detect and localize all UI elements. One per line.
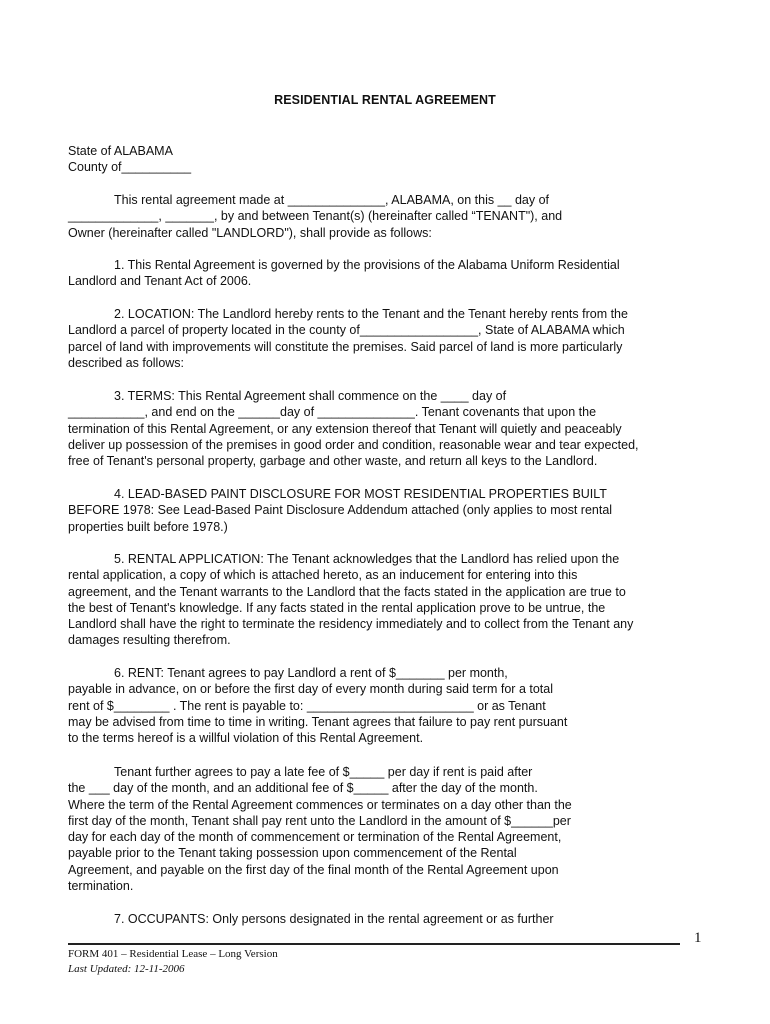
section-4-line: 4. LEAD-BASED PAINT DISCLOSURE FOR MOST RESIDENTIAL PROPERTIES BUILT xyxy=(114,487,607,501)
late-fee-line: Agreement, and payable on the first day of the final month of the Rental Agreement upon xyxy=(68,862,559,877)
section-6-line: rent of $________ . The rent is payable to: ________________________ or as Tenant xyxy=(68,698,546,713)
late-fee-line: payable prior to the Tenant taking possession upon commencement of the Rental xyxy=(68,846,517,861)
intro-line: _____________, _______, by and between Tenant(s) (hereinafter called “TENANT"), and xyxy=(68,209,563,224)
late-fee-line: day for each day of the month of commencement or termination of the Rental Agreement, xyxy=(68,830,562,845)
intro-line: Owner (hereinafter called "LANDLORD"), shall provide as follows: xyxy=(68,225,432,240)
section-2-location xyxy=(68,306,708,371)
section-6-line: to the terms hereof is a willful violation of this Rental Agreement. xyxy=(68,731,424,746)
section-3-line: termination of this Rental Agreement, or any extension thereof that Tenant will quietly and peaceably xyxy=(68,421,622,436)
section-5-line: 5. RENTAL APPLICATION: The Tenant acknowledges that the Landlord has relied upon the xyxy=(114,552,620,566)
section-3-line: 3. TERMS: This Rental Agreement shall commence on the ____ day of xyxy=(114,389,507,403)
section-5-line: the best of Tenant's knowledge. If any facts stated in the rental application prove to be untrue, the xyxy=(68,600,606,615)
late-fee-line: Tenant further agrees to pay a late fee of $_____ per day if rent is paid after xyxy=(114,765,533,779)
section-2-line: described as follows: xyxy=(68,355,185,370)
section-1-line: Landlord and Tenant Act of 2006. xyxy=(68,274,252,289)
section-1-paragraph xyxy=(68,257,708,290)
section-5-line: agreement, and the Tenant warrants to the Landlord that the facts stated in the application are true to xyxy=(68,584,626,599)
section-3-line: deliver up possession of the premises in good order and condition, reasonable wear and tear expected, xyxy=(68,437,639,452)
section-2-line: parcel of land with improvements will constitute the premises. Said parcel of land is more particularly xyxy=(68,339,623,354)
section-6-late-fee xyxy=(68,764,708,894)
section-2-line: 2. LOCATION: The Landlord hereby rents to the Tenant and the Tenant hereby rents from the xyxy=(114,307,628,321)
section-4-lead-paint xyxy=(68,486,708,535)
section-7-line: 7. OCCUPANTS: Only persons designated in the rental agreement or as further xyxy=(114,912,554,926)
section-7-occupants xyxy=(68,911,708,927)
late-fee-line: the ___ day of the month, and an additional fee of $_____ after the day of the month. xyxy=(68,781,538,796)
section-2-line: Landlord a parcel of property located in the county of_________________, State of ALABAMA which xyxy=(68,323,625,338)
county-line: County of__________ xyxy=(68,160,192,174)
intro-paragraph xyxy=(68,192,708,241)
section-4-line: BEFORE 1978: See Lead-Based Paint Disclosure Addendum attached (only applies to most rental xyxy=(68,503,613,518)
section-6-line: 6. RENT: Tenant agrees to pay Landlord a rent of $_______ per month, xyxy=(114,666,508,680)
section-6-line: payable in advance, on or before the first day of every month during said term for a total xyxy=(68,682,553,697)
document-title: RESIDENTIAL RENTAL AGREEMENT xyxy=(274,93,496,107)
last-updated-label: Last Updated: 12-11-2006 xyxy=(68,963,185,975)
section-5-line: damages resulting therefrom. xyxy=(68,633,231,648)
section-3-line: free of Tenant's personal property, garbage and other waste, and return all keys to the Landlord. xyxy=(68,454,598,469)
section-5-line: Landlord shall have the right to terminate the residency immediately and to collect from the Tenant any xyxy=(68,617,634,632)
section-1-line: 1. This Rental Agreement is governed by the provisions of the Alabama Uniform Residential xyxy=(114,258,620,272)
page-number: 1 xyxy=(694,930,702,946)
footer-divider xyxy=(68,943,680,945)
section-5-rental-application xyxy=(68,551,708,649)
section-3-terms xyxy=(68,388,708,469)
form-label: FORM 401 – Residential Lease – Long Version xyxy=(68,948,278,960)
late-fee-line: Where the term of the Rental Agreement commences or terminates on a day other than the xyxy=(68,797,572,812)
section-3-line: ___________, and end on the ______day of ______________. Tenant covenants that upon the xyxy=(68,405,597,420)
late-fee-line: termination. xyxy=(68,879,134,894)
section-5-line: rental application, a copy of which is attached hereto, as an inducement for entering into this xyxy=(68,568,578,583)
late-fee-line: first day of the month, Tenant shall pay rent unto the Landlord in the amount of $______per xyxy=(68,813,571,828)
intro-line: This rental agreement made at ______________, ALABAMA, on this __ day of xyxy=(114,193,550,207)
section-4-line: properties built before 1978.) xyxy=(68,519,228,534)
section-6-rent xyxy=(68,665,708,746)
section-6-line: may be advised from time to time in writing. Tenant agrees that failure to pay rent pursuant xyxy=(68,714,568,729)
state-line: State of ALABAMA xyxy=(68,144,173,158)
